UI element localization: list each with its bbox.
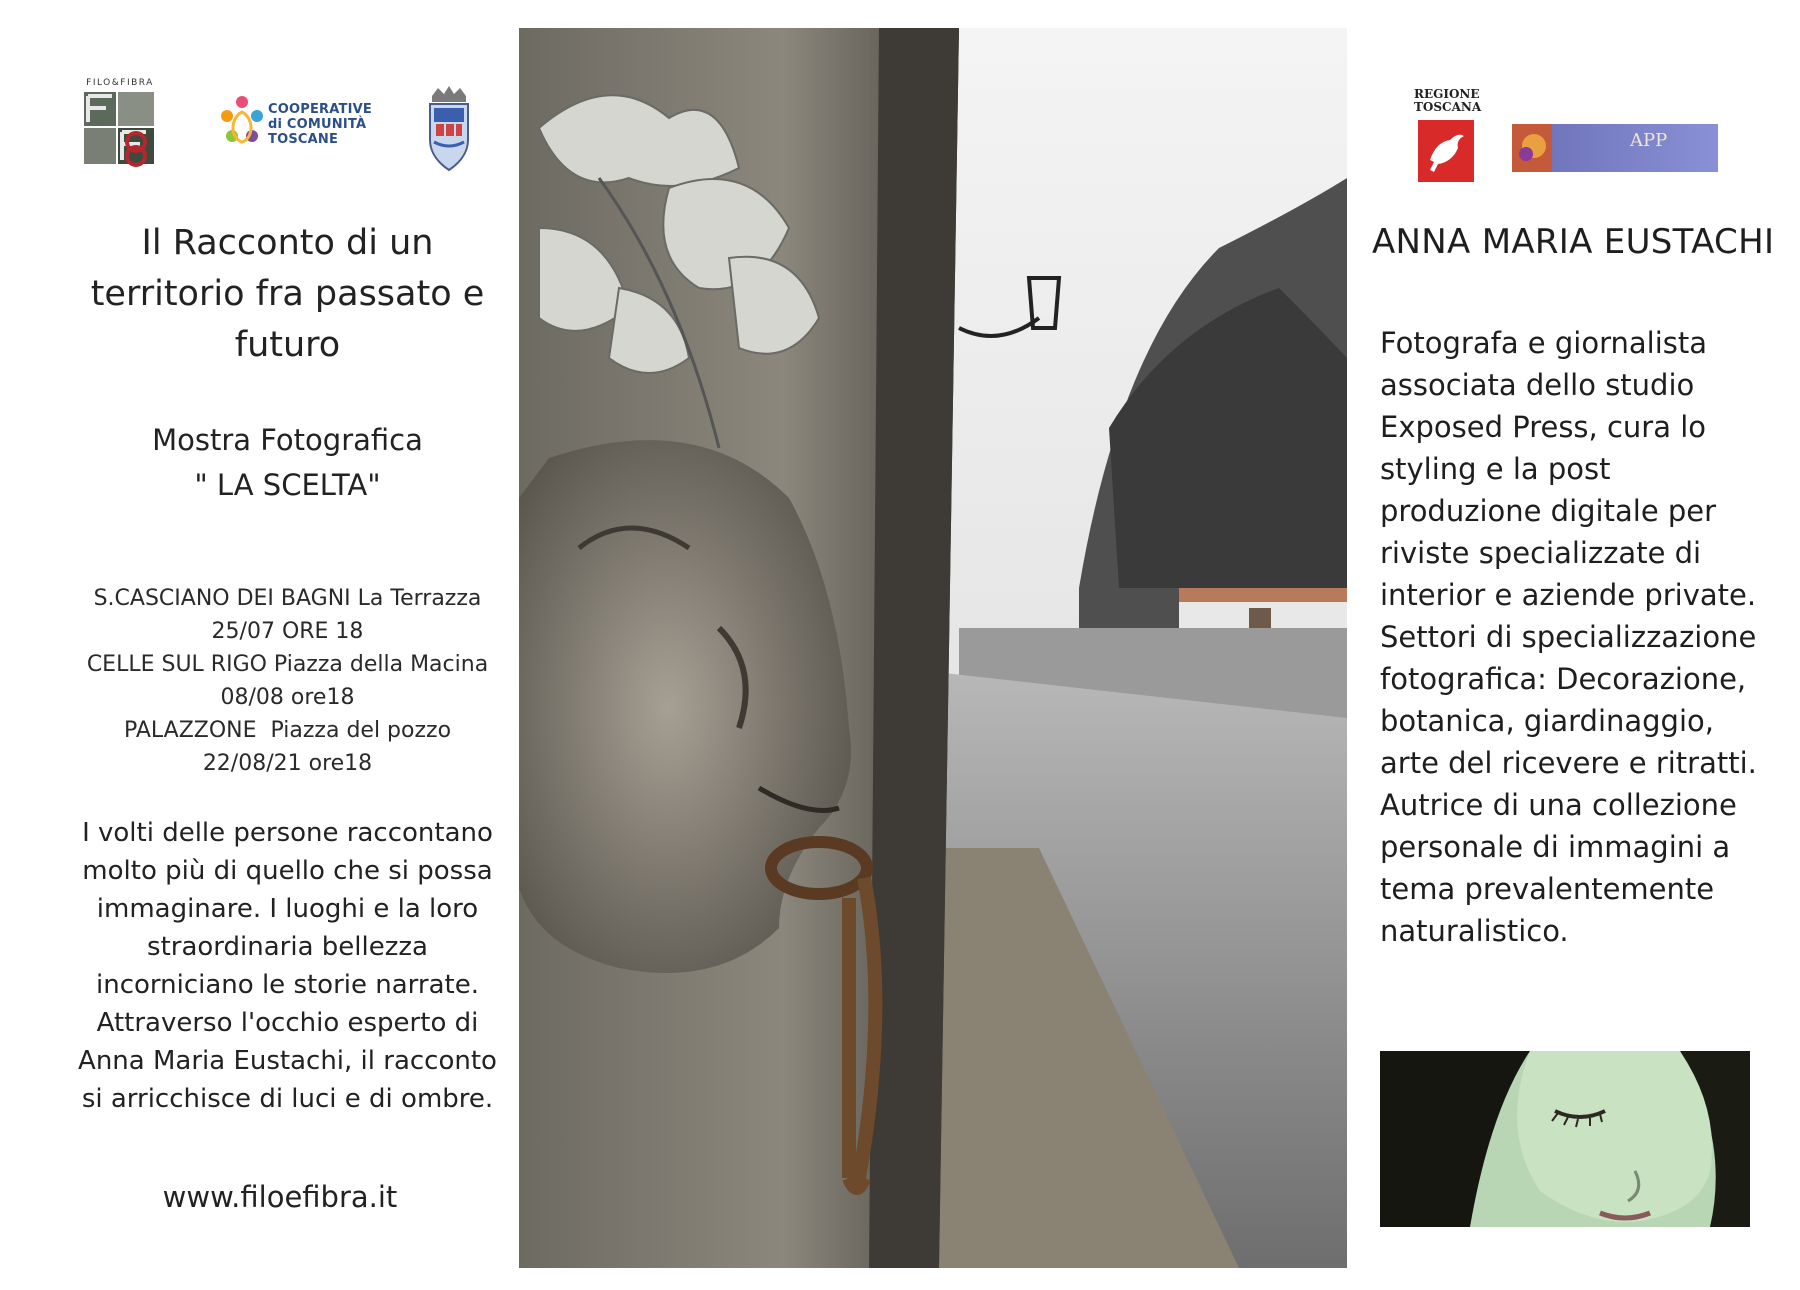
regione-toscana-label: REGIONE TOSCANA [1414, 87, 1482, 114]
municipal-crest-icon [424, 82, 474, 174]
description-line: Anna Maria Eustachi, il racconto [78, 1046, 497, 1076]
exhibition-description [60, 814, 515, 1118]
bio-line: associata dello studio [1380, 368, 1695, 402]
bio-line: Settori di specializzazione [1380, 620, 1757, 654]
bio-line: riviste specializzate di [1380, 536, 1702, 570]
description-line: molto più di quello che si possa [82, 856, 493, 886]
author-bio [1380, 322, 1780, 952]
author-name: ANNA MARIA EUSTACHI [1372, 222, 1775, 262]
exhibition-subtitle [60, 418, 515, 508]
people-circle-icon [218, 92, 266, 152]
bio-line: Fotografa e giornalista [1380, 326, 1708, 360]
cooperative-logo-text: COOPERATIVE di COMUNITÀ TOSCANE [268, 102, 372, 147]
description-line: I volti delle persone raccontano [82, 818, 493, 848]
bio-line: Autrice di una collezione [1380, 788, 1737, 822]
app-logo-swirl-icon [1512, 124, 1552, 172]
filo-e-fibra-mark-icon [82, 88, 158, 168]
description-line: incorniciano le storie narrate. [96, 970, 479, 1000]
subtitle-line: Mostra Fotografica [152, 423, 423, 457]
bio-line: tema prevalentemente [1380, 872, 1715, 906]
title-line: futuro [234, 325, 341, 365]
bio-line: fotografica: Decorazione, [1380, 662, 1747, 696]
venue-line: 08/08 ore18 [220, 685, 355, 710]
cooperative-comunita-logo [218, 92, 378, 154]
description-line: immaginare. I luoghi e la loro [96, 894, 479, 924]
website-link[interactable]: www.filoefibra.it [162, 1180, 398, 1214]
bio-line: produzione digitale per [1380, 494, 1717, 528]
pegasus-flag-icon [1416, 118, 1476, 184]
title-line: Il Racconto di un [141, 223, 434, 263]
stone-face-photo [519, 28, 1347, 1268]
bio-line: naturalistico. [1380, 914, 1569, 948]
bio-line: personale di immagini a [1380, 830, 1731, 864]
venue-line: PALAZZONE Piazza del pozzo [123, 718, 452, 743]
bio-line: interior e aziende private. [1380, 578, 1757, 612]
description-line: straordinaria bellezza [147, 932, 428, 962]
exhibition-title [60, 218, 515, 371]
app-authority-logo [1512, 124, 1718, 172]
title-line: territorio fra passato e [90, 274, 485, 314]
description-line: si arricchisce di luci e di ombre. [81, 1084, 494, 1114]
bio-line: styling e la post [1380, 452, 1611, 486]
venue-line: CELLE SUL RIGO Piazza della Macina [86, 652, 489, 677]
filo-e-fibra-logo [82, 78, 158, 170]
venue-line: 25/07 ORE 18 [211, 619, 364, 644]
venue-schedule [60, 582, 515, 780]
description-line: Attraverso l'occhio esperto di [96, 1008, 479, 1038]
bio-line: botanica, giardinaggio, [1380, 704, 1714, 738]
bio-line: Exposed Press, cura lo [1380, 410, 1707, 444]
bio-line: arte del ricevere e ritratti. [1380, 746, 1757, 780]
subtitle-line: " LA SCELTA" [194, 468, 381, 502]
app-logo-text: APP [1630, 130, 1668, 151]
filo-e-fibra-brand: FILO&FIBRA [86, 78, 154, 88]
author-portrait-photo [1380, 1051, 1750, 1227]
venue-line: S.CASCIANO DEI BAGNI La Terrazza [93, 586, 482, 611]
regione-toscana-logo [1414, 87, 1482, 184]
venue-line: 22/08/21 ore18 [202, 751, 373, 776]
